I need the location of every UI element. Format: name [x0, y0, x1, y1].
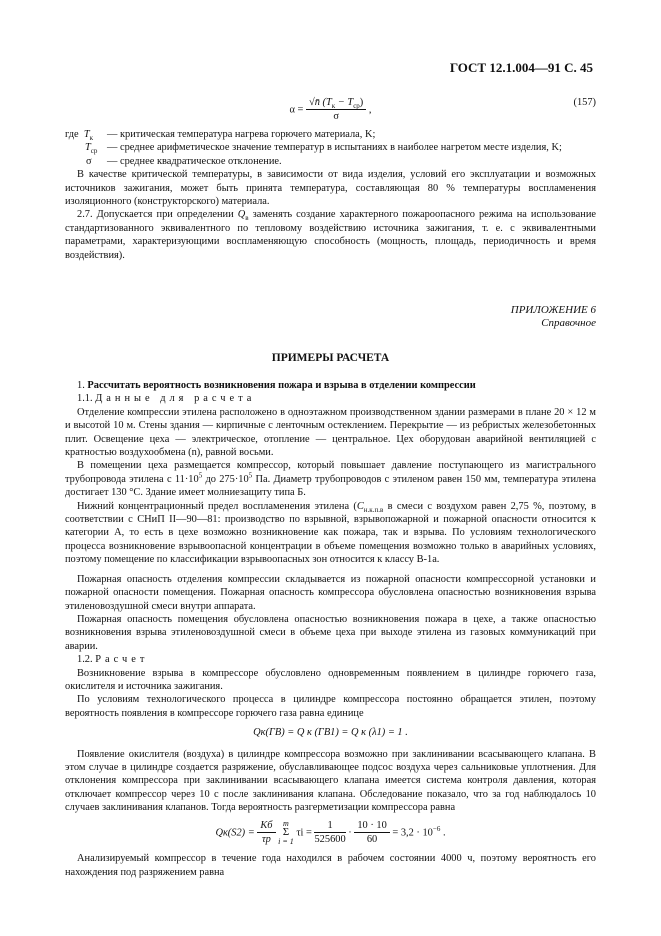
paragraph: По условиям технологического процесса в цилиндре компрессора постоянно обращается этилен, поэтому вероятность появления в компрессоре горючего газа равна единице — [65, 694, 596, 719]
symbol: T — [83, 129, 90, 140]
appendix-number: ПРИЛОЖЕНИЕ 6 — [510, 304, 596, 316]
paragraph: Возникновение взрыва в компрессоре обусловлено одновременным появлением в цилиндре горючего газа, окислителя и источника зажигания. — [65, 667, 596, 692]
sub: ср — [90, 147, 98, 156]
equation-text: Qк(ГВ) = Q к (ГВ1) = Q к (λ1) = 1 . — [253, 727, 408, 739]
definition: — среднее квадратическое отклонение. — [107, 155, 282, 167]
sub: ср — [353, 102, 360, 111]
item-number: 1.1. — [77, 393, 93, 405]
sup: 5 — [198, 471, 203, 480]
sup: −6 — [432, 824, 441, 833]
definition: — критическая температура нагрева горючего материала, K; — [107, 129, 376, 140]
paragraph: Пожарная опасность помещения обусловлена опасностью возникновения пожара в цехе, а также опасностью возникновения взрыва этиленовоздушной смеси в объеме цеха при выходе этилена из газовых коммуникаций при аварии. — [65, 613, 596, 652]
sub: в — [245, 214, 249, 223]
frac-den: τр — [261, 834, 271, 845]
item-title: Расчет — [95, 654, 149, 666]
where-list — [65, 128, 596, 262]
section-title: ПРИМЕРЫ РАСЧЕТА — [271, 352, 390, 364]
text: Нижний концентрационный предел воспламенения этилена ( — [77, 500, 357, 512]
frac-num: 1 — [314, 819, 345, 833]
frac-num: 10 · 10 — [354, 819, 389, 833]
text: до 275·10 — [202, 473, 249, 485]
paragraph — [65, 500, 596, 567]
formula-157 — [65, 96, 596, 124]
paragraph: Появление окислителя (воздуха) в цилиндре компрессора возможно при заклинивании всасывающего клапана. В этом случае в цилиндре создается разряжение, обуславливающее подсос воздуха через сальниковые уплотнения. Для отклонения компрессора при заклинивании всасывающего клапана имеется система контроля давления, которая отключает компрессор через 10 с после заклинивания клапана. Обследование показало, что за год наблюдалось 10 случаев заклинивания клапанов. Тогда вероятность разгерметизации компрессора равна — [65, 748, 596, 814]
paragraph: В качестве критической температуры, в зависимости от вида изделия, условий его эксплуатации и возможных источников зажигания, может быть принята температура, составляющая 80 % температуры воспламенения изоляционного (конструкторского) материала. — [65, 169, 596, 208]
sum-sign: Σ — [282, 826, 290, 838]
sum-bottom: i = 1 — [278, 837, 294, 846]
where-item — [65, 155, 596, 168]
where-prefix: где — [65, 129, 79, 140]
dot: · — [348, 826, 352, 838]
definition: — среднее арифметическое значение температур в испытаниях в наиболее нагретом месте изделия, K; — [107, 142, 562, 154]
sup: 5 — [248, 471, 253, 480]
symbol: T — [85, 142, 91, 154]
paragraph: Отделение компрессии этилена расположено в одноэтажном производственном здании размерами в плане 20 × 12 м и высотой 10 м. Стены здания — кирпичные с ленточным остеклением. Перекрытие — из ребристых железобетонных плит. Освещение цеха — электрическое, отопление — центральное. Цех оборудован аварийной вентиляцией с кратностью воздухообмена (n), равной восьми. — [65, 406, 596, 459]
item-title: Рассчитать вероятность возникновения пожара и взрыва в отделении компрессии — [87, 380, 476, 391]
paragraph: Анализируемый компрессор в течение года находился в рабочем состоянии 4000 ч, поэтому вероятность его нахождения под разряжением равна — [65, 853, 596, 878]
formula-denominator: σ — [333, 111, 339, 123]
sub: к — [89, 134, 94, 143]
frac-den: 60 — [366, 834, 378, 845]
page-header: ГОСТ 12.1.004—91 С. 45 — [449, 60, 593, 75]
text: Па. Диаметр трубопроводов с этиленом равен 150 мм, температура этилена достигает 130 °С. Здание имеет молниезащиту типа Б. — [65, 473, 596, 499]
paragraph-2-7 — [65, 208, 596, 262]
sum-top: m — [283, 819, 289, 828]
item-number: 1. — [77, 380, 85, 391]
main-text — [65, 379, 596, 879]
eq-result: = 3,2 · 10 — [392, 826, 433, 838]
paragraph: Пожарная опасность отделения компрессии складывается из пожарной опасности компрессорной установки и пожарной опасности помещения. Пожарная опасность компрессора обусловлена опасностью возникновения взрыва этиленовоздушной смеси внутри аппарата. — [65, 573, 596, 612]
symbol: C — [356, 500, 364, 512]
text: В помещении цеха размещается компрессор, который повышает давление поступающего из магистрального трубопровода этилена с 11·10 — [65, 460, 596, 485]
appendix-label — [511, 304, 596, 330]
tau: τi = — [296, 826, 312, 838]
item-number: 1.2. — [77, 654, 93, 666]
paren: ) — [359, 97, 364, 108]
symbol: Q — [237, 209, 246, 221]
text: 2.7. Допускается при определении — [77, 209, 238, 221]
formula-comma: , — [368, 104, 372, 116]
appendix-type: Справочное — [541, 317, 596, 329]
equation-gv — [65, 726, 596, 739]
formula-numerator: √n̄ (T — [309, 97, 332, 108]
sub: н.к.п.в — [363, 505, 384, 514]
item-1 — [65, 379, 596, 392]
item-1-1 — [65, 392, 596, 405]
formula-lhs: α = — [289, 104, 304, 116]
item-1-2 — [65, 653, 596, 666]
where-item — [65, 128, 596, 141]
equation-number: (157) — [573, 97, 596, 108]
formula-numerator-mid: − T — [335, 97, 354, 108]
paragraph — [65, 459, 596, 499]
equation-qs2 — [65, 819, 596, 847]
symbol: σ — [86, 155, 92, 167]
text: в смеси с воздухом равен 2,75 %, поэтому, в соответствии с СНиП II—90—81: производство по взрывной, взрывопожарной и пожарной опасности относится к категории А, то есть в цехе возможно возникновение как пожара, так и взрыва. По условиям технологического процесса возникновение взрывоопасной концентрации в объеме помещения возможно только в аварийных условиях, поэтому помещение по классификации взрывоопасных зон относится к классу В-1а. — [65, 500, 596, 566]
frac-den: 525600 — [314, 834, 346, 845]
item-title: Данные для расчета — [95, 393, 256, 405]
frac-num: Kб — [257, 819, 275, 833]
where-item — [65, 141, 596, 154]
sub: к — [331, 102, 336, 111]
eq-end: . — [442, 826, 446, 838]
eq-lhs: Qк(S2) = — [215, 826, 255, 838]
text: заменять создание характерного пожароопасного режима на использование стандартизованного эквивалентного по тепловому воздействию источника зажигания, т. е. с эквивалентными параметрами, характеризующими воспламеняющую способность (мощность, площадь, периодичность и время воздействия). — [65, 209, 596, 261]
